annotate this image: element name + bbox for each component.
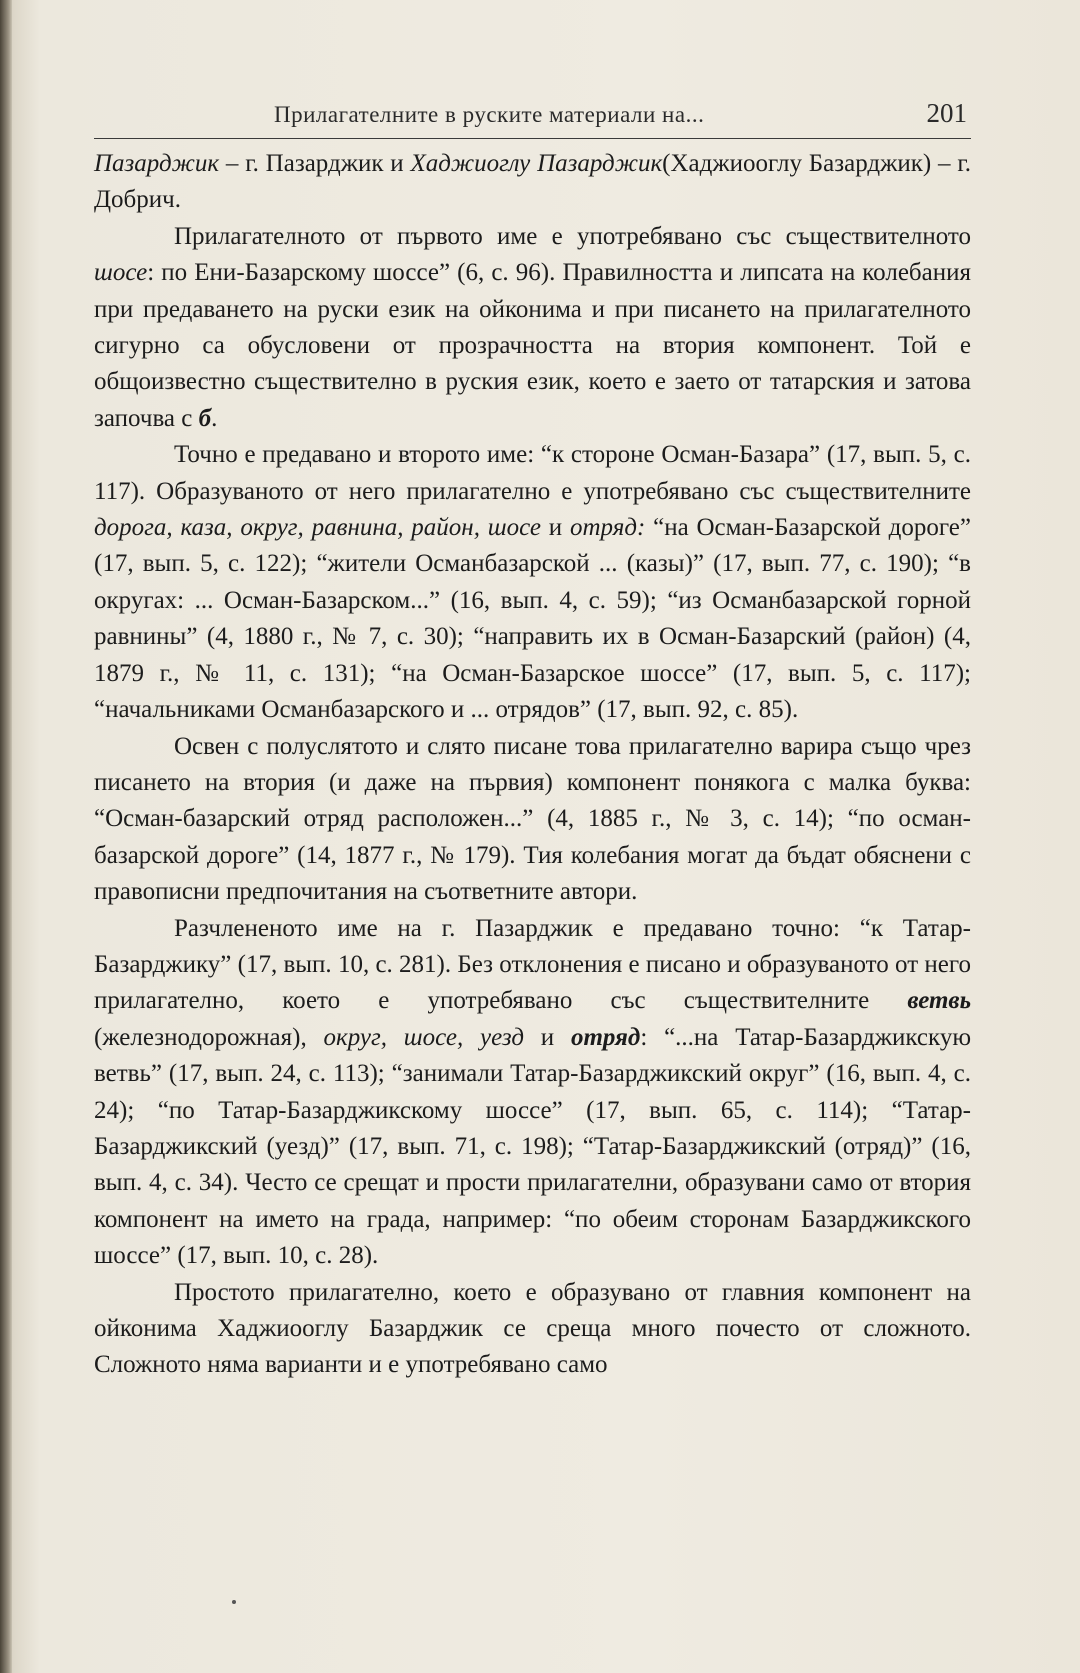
paragraph	[94, 146, 971, 219]
text-run: – г. Пазарджик и	[219, 150, 411, 177]
text-run: Простото прилагателно, което е образувано от главния компонент на ойконима Хаджиооглу Базарджик се среща много почесто от сложното. Сложното няма варианти и е употребявано само	[94, 1278, 971, 1379]
running-title: Прилагателните в руските материали на...	[274, 102, 705, 127]
text-run: Точно е предавано и второто име: “к стороне Осман-Базара” (17, вып. 5, с. 117). Образуваното от него прилагателно е употребявано със съществителните	[94, 441, 971, 505]
text-run: и	[523, 1023, 571, 1051]
text-run: (железнодорожная),	[94, 1023, 324, 1051]
bold-italic-term: б	[198, 404, 212, 432]
text-run: Прилагателното от първото име е употребявано със съществителното	[174, 222, 971, 250]
italic-term: Хаджиоглу Пазарджик	[410, 150, 663, 177]
bold-italic-term: отряд	[570, 1023, 641, 1051]
book-spine	[0, 0, 12, 1673]
page-header	[94, 94, 971, 139]
italic-term: отряд:	[569, 514, 646, 542]
italic-term: Пазарджик	[94, 150, 220, 177]
text-run: : по Ени-Базарскому шоссе” (6, с. 96). Правилността и липсата на колебания при предаването на руски език на ойконима и при писането на прилагателното сигурно са обусловени от прозрачността на втория компонент. Той е общоизвестно съществително в руския език, което е заето от татарския и затова започва с	[94, 259, 971, 432]
paragraph	[94, 1275, 971, 1384]
text-run: Разчлененото име на г. Пазарджик е предавано точно: “к Татар-Базарджику” (17, вып. 10, с. 281). Без отклонения е писано и образуваното от него прилагателно, което е употребявано със съществителните	[94, 914, 971, 1015]
body-text	[94, 146, 971, 1384]
paragraph	[94, 219, 971, 437]
text-run: Освен с полуслятото и слято писане това прилагателно варира също чрез писането на втория (и даже на първия) компонент понякога с малка буква: “Осман-базарский отряд расположен...” (4, 1885 г., № 3, с. 14); “по осман-базарской дороге” (14, 1877 г., № 179). Тия колебания могат да бъдат обяснени с правописни предпочитания на съответните автори.	[94, 732, 971, 906]
italic-term: шосе	[94, 259, 148, 287]
text-run: и	[540, 514, 570, 542]
bold-italic-term: ветвь	[907, 987, 971, 1015]
text-run: .	[211, 404, 218, 432]
paragraph	[94, 729, 971, 911]
paragraph	[94, 437, 971, 728]
italic-term: дорога, каза, округ, равнина, район, шосе	[94, 514, 541, 542]
text-run: : “...на Татар-Базарджикскую ветвь” (17, вып. 24, с. 113); “занимали Татар-Базарджикский округ” (16, вып. 4, с. 24); “по Татар-Базарджикскому шоссе” (17, вып. 65, с. 114); “Татар-Базарджикский (уезд)” (17, вып. 71, с. 198); “Татар-Базарджикский (отряд)” (16, вып. 4, с. 34). Често се срещат и прости прилагателни, образувани само от втория компонент на името на града, например: “по обеим сторонам Базарджикского шоссе” (17, вып. 10, с. 28).	[94, 1023, 971, 1270]
text-run: “на Осман-Базарской дороге” (17, вып. 5, с. 122); “жители Османбазарской ... (казы)” (17, вып. 77, с. 190); “в округах: ... Осман-Базарском...” (16, вып. 4, с. 59); “из Османбазарской горной равнины” (4, 1880 г., № 7, с. 30); “направить их в Осман-Базарский (район) (4, 1879 г., № 11, с. 131); “на Осман-Базарское шоссе” (17, вып. 5, с. 117); “начальниками Османбазарского и ... отрядов” (17, вып. 92, с. 85).	[94, 514, 971, 724]
italic-term: округ, шосе, уезд	[323, 1023, 524, 1051]
print-speck	[232, 1600, 236, 1604]
paragraph	[94, 911, 971, 1275]
text-run: (Хаджиооглу Базарджик) – г. Добрич.	[94, 150, 972, 214]
page-number: 201	[926, 98, 967, 128]
